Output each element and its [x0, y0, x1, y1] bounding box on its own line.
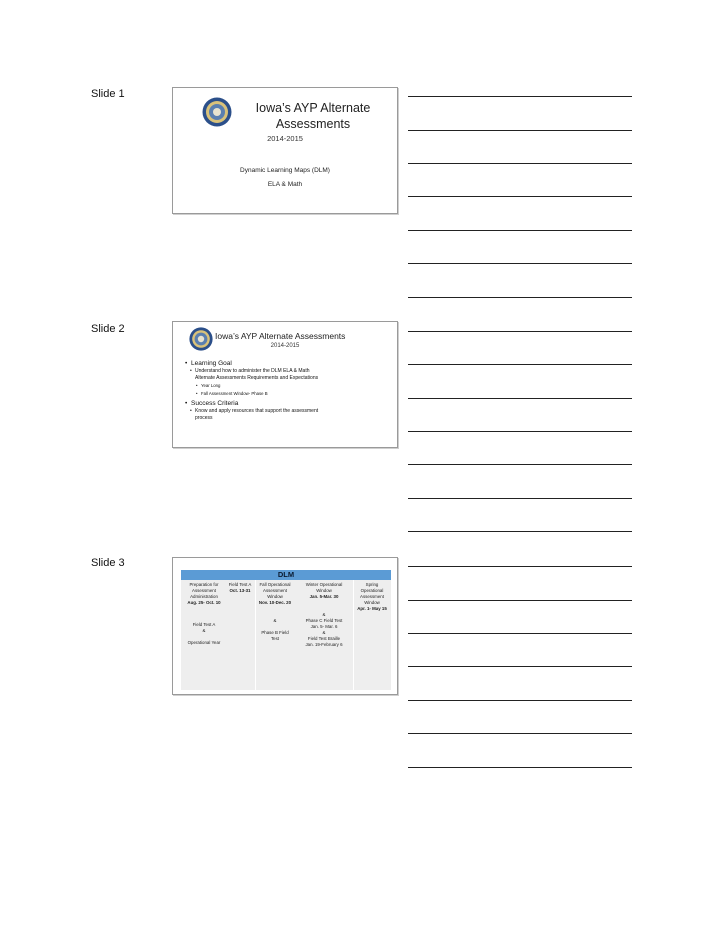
note-line [408, 196, 632, 197]
learning-goal-heading: • Learning Goal [185, 360, 390, 367]
col4-date: Jan. 5-Mar. 30 [309, 594, 339, 599]
col4-line: Jan. 5- Mar. 6 [310, 624, 338, 629]
col1-line: Operational Year [187, 640, 221, 645]
slide-1-title-line2: Assessments [275, 117, 351, 131]
col4-line: Field Test Braille [307, 636, 341, 641]
col1-line: Field Test A [192, 622, 216, 627]
note-line [408, 767, 632, 768]
note-line [408, 733, 632, 734]
col4-line: Window [316, 588, 332, 593]
learning-goal-detail-line1: Understand how to administer the DLM ELA & Math [195, 368, 310, 374]
note-line [408, 96, 632, 97]
note-line [408, 666, 632, 667]
slide-1-subtitle-line1: Dynamic Learning Maps (DLM) [240, 167, 330, 174]
note-line [408, 364, 632, 365]
timeline-col-preparation [183, 582, 225, 646]
timeline-col-winter-window [295, 582, 353, 648]
learning-goal-detail [185, 368, 390, 381]
slide-1-year: 2014-2015 [267, 134, 303, 143]
col3-line: Test [270, 636, 280, 641]
col5-line: Spring [365, 582, 379, 587]
success-detail-line1: Know and apply resources that support the assessment [195, 408, 319, 414]
slide-2-title: Iowa’s AYP Alternate Assessments [215, 331, 346, 341]
success-criteria-heading: • Success Criteria [185, 400, 390, 407]
slide-2-bullets [185, 357, 390, 421]
slide-1-title-line1: Iowa’s AYP Alternate [255, 101, 371, 115]
col1-line: Preparation for [189, 582, 219, 587]
note-line [408, 163, 632, 164]
note-line [408, 230, 632, 231]
col5-line: Assessment [360, 594, 384, 599]
col3-line: Phase B Field [261, 630, 289, 635]
note-line [408, 398, 632, 399]
note-line [408, 464, 632, 465]
note-line [408, 263, 632, 264]
timeline-col-spring-window [353, 582, 391, 612]
col4-line: & [322, 612, 326, 617]
timeline-col-field-test-a [225, 582, 255, 594]
learning-goal-detail-line2: Alternate Assessments Requirements and Expectations [195, 374, 319, 381]
success-detail-line2: process [195, 414, 213, 421]
col3-line: Fall Operational [259, 582, 291, 587]
col3-line: Window [267, 594, 283, 599]
slide-2-thumbnail [172, 321, 398, 448]
col1-line: Assessment [192, 588, 216, 593]
col3-date: Nov. 10-Dec. 20 [258, 600, 292, 605]
note-line [408, 498, 632, 499]
note-line [408, 130, 632, 131]
note-line [408, 431, 632, 432]
slide-2-label: Slide 2 [91, 323, 125, 335]
note-line [408, 600, 632, 601]
col5-line: Operational [360, 588, 384, 593]
timeline-col-fall-window [255, 582, 295, 642]
col1-line: Administration [190, 594, 218, 599]
slide-1-subtitle-line2: ELA & Math [267, 181, 303, 188]
note-line [408, 566, 632, 567]
col1-line: & [202, 628, 206, 633]
col4-line: & [322, 630, 326, 635]
col4-line: Phase C Field Test [305, 618, 343, 623]
slide-1-label: Slide 1 [91, 88, 125, 100]
col2-date: Oct. 13-31 [229, 588, 251, 593]
col3-line: & [273, 618, 277, 623]
note-line [408, 531, 632, 532]
sub-item-fall-window: • Fall Assessment Window- Phase B [185, 391, 390, 397]
col1-date: Aug. 25- Oct. 10 [187, 600, 221, 605]
note-line [408, 700, 632, 701]
col3-line: Assessment [263, 588, 287, 593]
dlm-header: DLM [181, 570, 391, 580]
col2-line: Field Test A [228, 582, 252, 587]
note-line [408, 297, 632, 298]
col4-line: Jan. 19-February 6 [305, 642, 343, 647]
success-criteria-detail [185, 408, 390, 421]
col4-line: Winter Operational [305, 582, 343, 587]
slide-2-year: 2014-2015 [270, 343, 300, 349]
slide-3-thumbnail [172, 557, 398, 695]
sub-item-year-long: • Year Long [185, 383, 390, 389]
slide-1-thumbnail [172, 87, 398, 214]
col5-date: Apr. 1- May 15 [357, 606, 387, 611]
slide-1-title [213, 100, 413, 132]
col5-line: Window [364, 600, 380, 605]
note-line [408, 633, 632, 634]
note-line [408, 331, 632, 332]
slide-3-label: Slide 3 [91, 557, 125, 569]
